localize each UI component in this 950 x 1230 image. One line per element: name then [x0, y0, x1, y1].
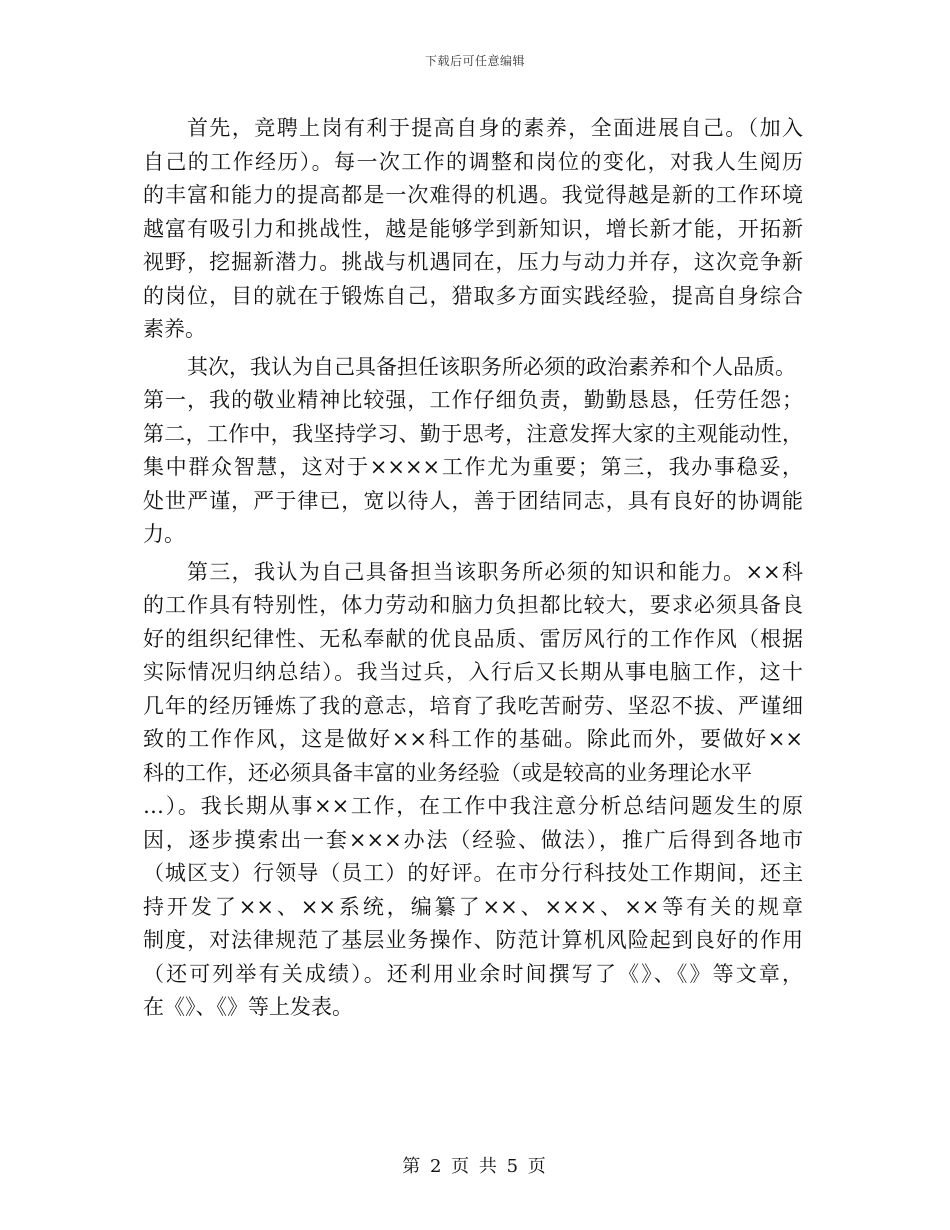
text-line: 制度，对法律规范了基层业务操作、防范计算机风险起到良好的作用: [143, 928, 803, 952]
text-line: 好的组织纪律性、无私奉献的优良品质、雷厉风行的工作作风（根据: [143, 626, 803, 651]
text-line: 其次，我认为自己具备担任该职务所必须的政治素养和个人品质。: [187, 354, 796, 379]
text-line: 的丰富和能力的提高都是一次难得的机遇。我觉得越是新的工作环境: [143, 183, 803, 207]
text-line: 的工作具有特别性，体力劳动和脑力负担都比较大，要求必须具备良: [143, 593, 803, 617]
text-line: 致的工作作风，这是做好××科工作的基础。除此而外，要做好××: [143, 727, 803, 751]
text-line: 素养。: [143, 317, 206, 341]
text-line: 几年的经历锤炼了我的意志，培育了我吃苦耐劳、坚忍不拔、严谨细: [143, 693, 803, 718]
text-line: 力。: [143, 522, 185, 546]
text-line: 在《》、《》等上发表。: [143, 995, 353, 1019]
text-line: 第二，工作中，我坚持学习、勤于思考，注意发挥大家的主观能动性，: [143, 421, 803, 446]
paragraph-2: [143, 351, 803, 552]
paragraph-1: [143, 112, 803, 347]
text-line: （城区支）行领导（员工）的好评。在市分行科技处工作期间，还主: [143, 861, 803, 885]
text-line: 自己的工作经历）。每一次工作的调整和岗位的变化，对我人生阅历: [143, 149, 803, 174]
text-line: 持开发了××、××系统，编纂了××、×××、××等有关的规章: [143, 894, 803, 919]
text-line: 第三，我认为自己具备担当该职务所必须的知识和能力。××科: [187, 559, 803, 584]
text-line: 的岗位，目的就在于锻炼自己，猎取多方面实践经验，提高自身综合: [143, 283, 803, 308]
text-line: 第一，我的敬业精神比较强，工作仔细负责，勤勤恳恳，任劳任怨；: [143, 388, 803, 412]
page-number: 第 2 页 共 5 页: [402, 1156, 548, 1177]
text-line: 实际情况归纳总结）。我当过兵，入行后又长期从事电脑工作，这十: [143, 660, 803, 684]
text-line: 首先，竞聘上岗有利于提高自身的素养，全面进展自己。（加入: [187, 116, 803, 140]
document-body: [143, 112, 803, 1025]
text-line: 因，逐步摸索出一套×××办法（经验、做法），推广后得到各地市: [143, 827, 803, 852]
text-line: …）。我长期从事××工作，在工作中我注意分析总结问题发生的原: [143, 794, 803, 818]
text-line: 越富有吸引力和挑战性，越是能够学到新知识，增长新才能，开拓新: [143, 216, 803, 241]
text-line: 集中群众智慧，这对于××××工作尤为重要；第三，我办事稳妥，: [143, 455, 803, 479]
paragraph-3: [143, 556, 803, 1025]
text-line: 科的工作，还必须具备丰富的业务经验（或是较高的业务理论水平: [143, 760, 752, 785]
text-line: 处世严谨，严于律已，宽以待人，善于团结同志，具有良好的协调能: [143, 488, 803, 513]
text-line: （还可列举有关成绩）。还利用业余时间撰写了《》、《》等文章，: [143, 961, 803, 986]
page-header: 下载后可任意编辑: [424, 54, 525, 68]
text-line: 视野，挖掘新潜力。挑战与机遇同在，压力与动力并存，这次竞争新: [143, 250, 803, 274]
